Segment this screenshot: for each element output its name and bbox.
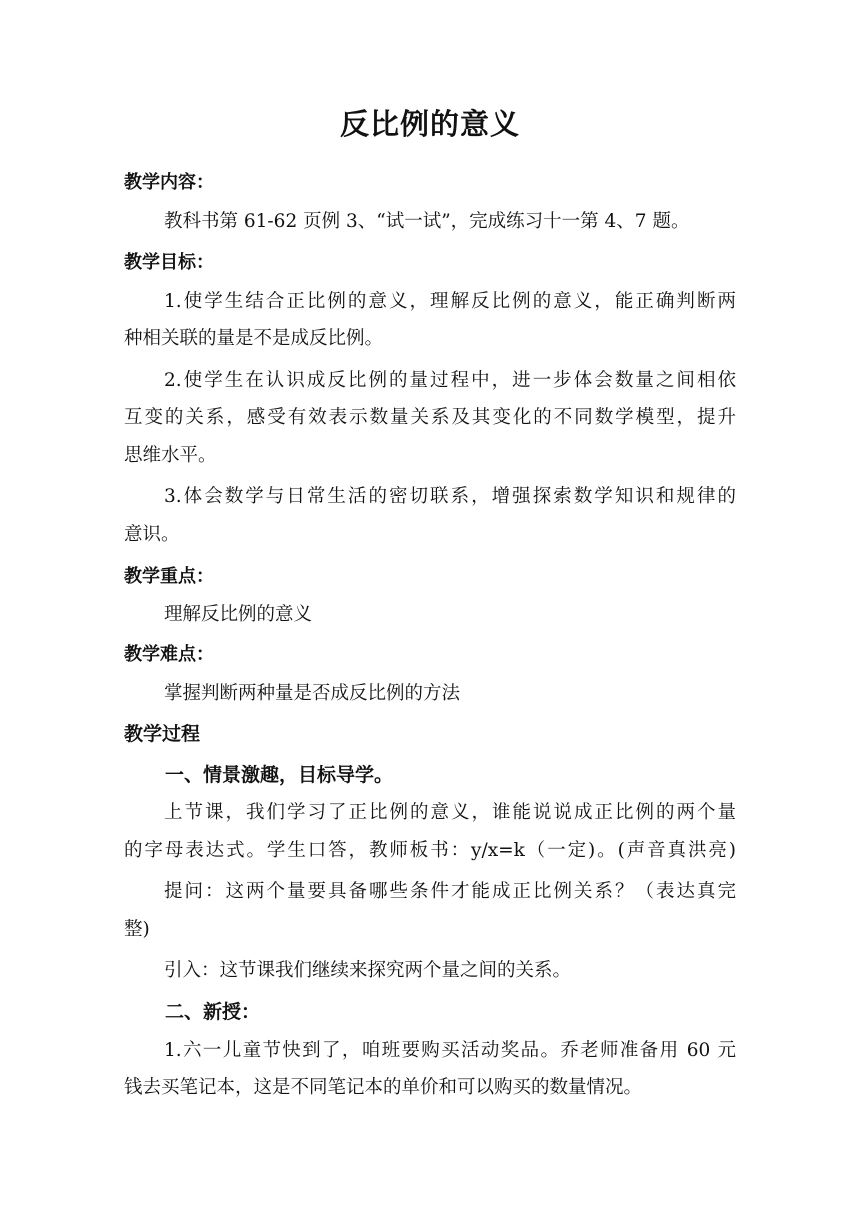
teaching-key-text: 理解反比例的意义 — [164, 604, 313, 625]
teaching-process-heading: 教学过程 — [124, 723, 201, 745]
goal-2-line-1: 2.使学生在认识成反比例的量过程中，进一步体会数量之间相依 — [164, 370, 736, 391]
goal-2-line-3: 思维水平。 — [124, 445, 217, 466]
teaching-difficulty-heading: 教学难点： — [124, 644, 214, 665]
goal-1-line-1: 1.使学生结合正比例的意义，理解反比例的意义，能正确判断两 — [164, 291, 736, 312]
goal-2-line-2: 互变的关系，感受有效表示数量关系及其变化的不同数学模型，提升 — [124, 407, 736, 428]
page-title: 反比例的意义 — [339, 107, 520, 141]
goal-3-line-2: 意识。 — [124, 524, 180, 545]
step-1-paragraph-2-line-2: 整) — [124, 919, 150, 940]
teaching-goals-heading: 教学目标： — [124, 252, 214, 273]
teaching-key-heading: 教学重点： — [124, 566, 214, 587]
teaching-content-heading: 教学内容： — [124, 172, 214, 193]
teaching-difficulty-text: 掌握判断两种量是否成反比例的方法 — [164, 683, 461, 704]
step-2-paragraph-1-line-2: 钱去买笔记本，这是不同笔记本的单价和可以购买的数量情况。 — [124, 1077, 643, 1098]
step-1-paragraph-2-line-1: 提问：这两个量要具备哪些条件才能成正比例关系？（表达真完 — [164, 881, 736, 902]
step-1-paragraph-1-line-2: 的字母表达式。学生口答，教师板书：y/x=k（一定)。(声音真洪亮) — [124, 840, 736, 861]
goal-1-line-2: 种相关联的量是不是成反比例。 — [124, 328, 384, 349]
step-1-paragraph-3: 引入：这节课我们继续来探究两个量之间的关系。 — [164, 960, 572, 981]
step-1-heading: 一、情景激趣，目标导学。 — [165, 764, 394, 786]
step-2-paragraph-1-line-1: 1.六一儿童节快到了，咱班要购买活动奖品。乔老师准备用 60 元 — [164, 1040, 736, 1061]
teaching-content-text: 教科书第 61-62 页例 3、“试一试”，完成练习十一第 4、7 题。 — [164, 211, 690, 232]
step-1-paragraph-1-line-1: 上节课，我们学习了正比例的意义，谁能说说成正比例的两个量 — [164, 802, 736, 823]
step-2-heading: 二、新授： — [165, 1001, 261, 1023]
goal-3-line-1: 3.体会数学与日常生活的密切联系，增强探索数学知识和规律的 — [164, 486, 736, 507]
